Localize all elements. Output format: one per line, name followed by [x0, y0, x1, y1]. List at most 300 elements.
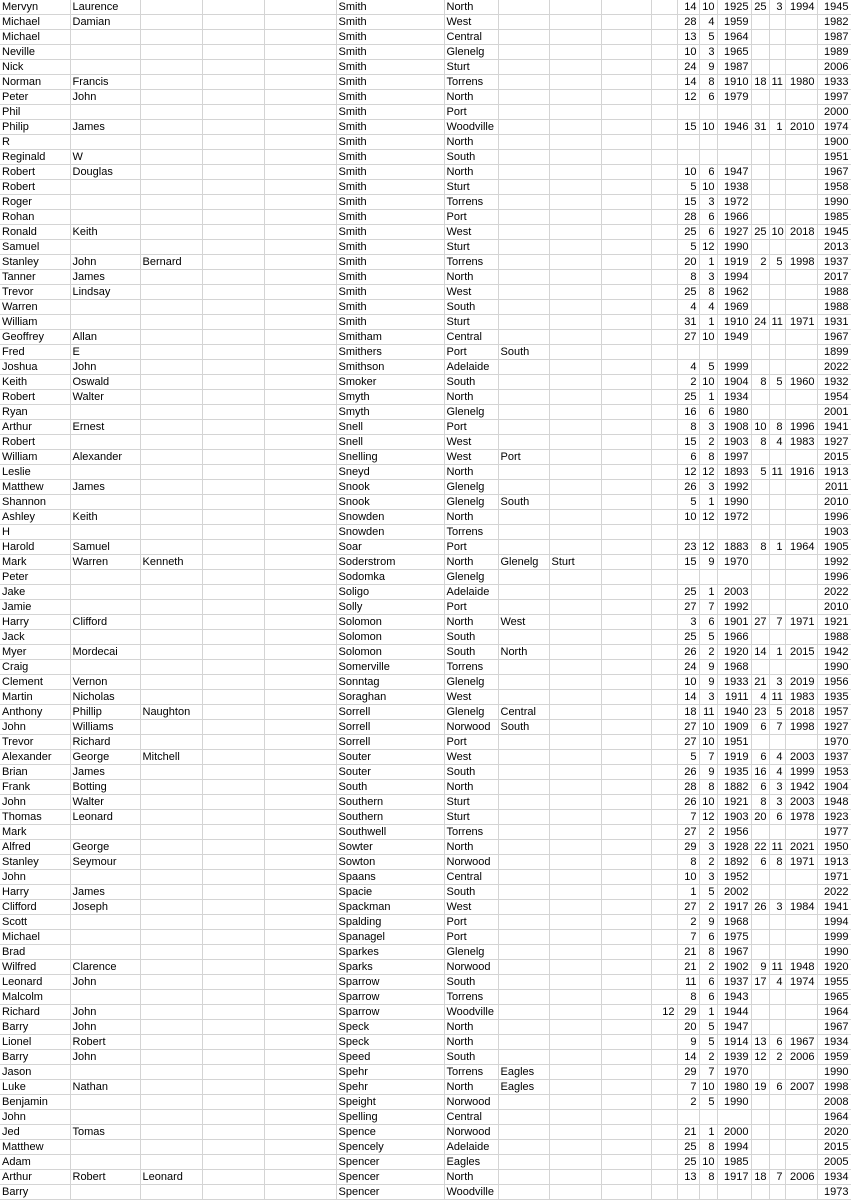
grid-cell[interactable] — [140, 1005, 202, 1020]
grid-cell[interactable] — [785, 15, 817, 30]
grid-cell[interactable]: 1997 — [817, 90, 851, 105]
grid-cell[interactable] — [70, 825, 140, 840]
grid-cell[interactable] — [769, 555, 785, 570]
grid-cell[interactable] — [264, 315, 336, 330]
grid-cell[interactable] — [651, 450, 677, 465]
grid-cell[interactable]: Leonard — [140, 1170, 202, 1185]
grid-cell[interactable] — [264, 1035, 336, 1050]
grid-cell[interactable]: 1 — [769, 645, 785, 660]
grid-cell[interactable] — [751, 210, 769, 225]
grid-cell[interactable] — [769, 1125, 785, 1140]
grid-cell[interactable]: 5 — [699, 885, 717, 900]
grid-cell[interactable]: 11 — [769, 960, 785, 975]
grid-cell[interactable] — [264, 690, 336, 705]
grid-cell[interactable] — [549, 600, 601, 615]
grid-cell[interactable] — [601, 150, 651, 165]
grid-cell[interactable]: 12 — [699, 810, 717, 825]
grid-cell[interactable] — [140, 960, 202, 975]
grid-cell[interactable]: Norwood — [444, 855, 498, 870]
grid-cell[interactable] — [140, 1155, 202, 1170]
grid-cell[interactable]: South — [444, 975, 498, 990]
grid-cell[interactable]: Smith — [336, 300, 444, 315]
grid-cell[interactable]: 19 — [751, 1080, 769, 1095]
grid-cell[interactable] — [651, 900, 677, 915]
grid-cell[interactable] — [264, 1050, 336, 1065]
grid-cell[interactable]: Spence — [336, 1125, 444, 1140]
grid-cell[interactable] — [140, 495, 202, 510]
grid-cell[interactable] — [751, 885, 769, 900]
grid-cell[interactable] — [601, 330, 651, 345]
grid-cell[interactable] — [202, 1125, 264, 1140]
grid-cell[interactable] — [549, 1185, 601, 1200]
grid-cell[interactable] — [651, 585, 677, 600]
grid-cell[interactable] — [751, 390, 769, 405]
grid-cell[interactable]: 1919 — [717, 750, 751, 765]
grid-cell[interactable]: West — [444, 225, 498, 240]
grid-cell[interactable] — [651, 1170, 677, 1185]
grid-cell[interactable] — [751, 360, 769, 375]
grid-cell[interactable]: Port — [444, 420, 498, 435]
grid-cell[interactable] — [601, 675, 651, 690]
grid-cell[interactable]: 1937 — [817, 750, 851, 765]
grid-cell[interactable] — [498, 570, 549, 585]
grid-cell[interactable]: 5 — [677, 750, 699, 765]
grid-cell[interactable]: 1925 — [717, 0, 751, 15]
grid-cell[interactable] — [651, 210, 677, 225]
grid-cell[interactable]: Snowden — [336, 510, 444, 525]
grid-cell[interactable]: 1996 — [785, 420, 817, 435]
grid-cell[interactable] — [601, 750, 651, 765]
grid-cell[interactable] — [264, 615, 336, 630]
grid-cell[interactable] — [549, 720, 601, 735]
grid-cell[interactable]: West — [444, 15, 498, 30]
grid-cell[interactable] — [549, 345, 601, 360]
grid-cell[interactable] — [549, 615, 601, 630]
grid-cell[interactable]: 10 — [699, 0, 717, 15]
grid-cell[interactable]: 27 — [677, 900, 699, 915]
grid-cell[interactable]: 1941 — [817, 900, 851, 915]
grid-cell[interactable] — [70, 210, 140, 225]
grid-cell[interactable] — [264, 975, 336, 990]
grid-cell[interactable] — [677, 1110, 699, 1125]
grid-cell[interactable] — [202, 765, 264, 780]
grid-cell[interactable] — [651, 315, 677, 330]
grid-cell[interactable] — [264, 30, 336, 45]
grid-cell[interactable]: 7 — [699, 1065, 717, 1080]
grid-cell[interactable] — [498, 120, 549, 135]
grid-cell[interactable]: 1967 — [785, 1035, 817, 1050]
grid-cell[interactable]: 14 — [677, 75, 699, 90]
grid-cell[interactable]: Spackman — [336, 900, 444, 915]
grid-cell[interactable] — [498, 480, 549, 495]
grid-cell[interactable] — [549, 90, 601, 105]
grid-cell[interactable]: Roger — [0, 195, 70, 210]
grid-cell[interactable] — [677, 1185, 699, 1200]
grid-cell[interactable]: Ernest — [70, 420, 140, 435]
grid-cell[interactable] — [751, 150, 769, 165]
grid-cell[interactable] — [601, 135, 651, 150]
grid-cell[interactable] — [785, 825, 817, 840]
grid-cell[interactable] — [769, 240, 785, 255]
grid-cell[interactable] — [202, 450, 264, 465]
grid-cell[interactable] — [202, 510, 264, 525]
grid-cell[interactable] — [549, 465, 601, 480]
grid-cell[interactable]: Woodville — [444, 1005, 498, 1020]
grid-cell[interactable] — [264, 345, 336, 360]
grid-cell[interactable]: 1 — [699, 1125, 717, 1140]
grid-cell[interactable] — [264, 240, 336, 255]
grid-cell[interactable] — [651, 435, 677, 450]
grid-cell[interactable]: Eagles — [498, 1080, 549, 1095]
grid-cell[interactable]: Sowton — [336, 855, 444, 870]
grid-cell[interactable]: Torrens — [444, 255, 498, 270]
grid-cell[interactable]: James — [70, 480, 140, 495]
grid-cell[interactable] — [498, 1110, 549, 1125]
grid-cell[interactable] — [601, 345, 651, 360]
grid-cell[interactable]: 10 — [677, 165, 699, 180]
grid-cell[interactable]: 1942 — [785, 780, 817, 795]
grid-cell[interactable] — [785, 150, 817, 165]
grid-cell[interactable] — [264, 885, 336, 900]
grid-cell[interactable] — [785, 90, 817, 105]
grid-cell[interactable]: 9 — [699, 555, 717, 570]
grid-cell[interactable] — [202, 930, 264, 945]
grid-cell[interactable]: Central — [444, 330, 498, 345]
grid-cell[interactable]: 10 — [699, 375, 717, 390]
grid-cell[interactable] — [785, 1065, 817, 1080]
grid-cell[interactable]: 1998 — [817, 1080, 851, 1095]
grid-cell[interactable] — [601, 1005, 651, 1020]
grid-cell[interactable]: 1998 — [785, 255, 817, 270]
grid-cell[interactable]: Robert — [0, 165, 70, 180]
grid-cell[interactable] — [202, 150, 264, 165]
grid-cell[interactable] — [601, 555, 651, 570]
grid-cell[interactable]: 1970 — [817, 735, 851, 750]
grid-cell[interactable]: Fred — [0, 345, 70, 360]
grid-cell[interactable] — [202, 270, 264, 285]
grid-cell[interactable] — [498, 1050, 549, 1065]
grid-cell[interactable]: North — [444, 615, 498, 630]
grid-cell[interactable]: 2022 — [817, 360, 851, 375]
grid-cell[interactable] — [140, 45, 202, 60]
grid-cell[interactable] — [601, 705, 651, 720]
grid-cell[interactable] — [717, 525, 751, 540]
grid-cell[interactable] — [651, 840, 677, 855]
grid-cell[interactable] — [140, 735, 202, 750]
grid-cell[interactable] — [651, 480, 677, 495]
grid-cell[interactable] — [651, 495, 677, 510]
grid-cell[interactable]: 11 — [769, 840, 785, 855]
grid-cell[interactable]: 8 — [699, 945, 717, 960]
grid-cell[interactable] — [202, 600, 264, 615]
grid-cell[interactable] — [264, 465, 336, 480]
grid-cell[interactable]: Sorrell — [336, 735, 444, 750]
grid-cell[interactable]: 1903 — [717, 810, 751, 825]
grid-cell[interactable]: 28 — [677, 210, 699, 225]
grid-cell[interactable]: Leslie — [0, 465, 70, 480]
grid-cell[interactable] — [140, 315, 202, 330]
grid-cell[interactable] — [717, 570, 751, 585]
grid-cell[interactable]: 1909 — [717, 720, 751, 735]
grid-cell[interactable] — [498, 630, 549, 645]
grid-cell[interactable] — [264, 840, 336, 855]
grid-cell[interactable]: Mitchell — [140, 750, 202, 765]
grid-cell[interactable] — [677, 135, 699, 150]
grid-cell[interactable]: 1974 — [785, 975, 817, 990]
grid-cell[interactable] — [264, 900, 336, 915]
grid-cell[interactable]: Joshua — [0, 360, 70, 375]
grid-cell[interactable]: 18 — [751, 1170, 769, 1185]
grid-cell[interactable] — [601, 495, 651, 510]
grid-cell[interactable] — [601, 855, 651, 870]
grid-cell[interactable]: Glenelg — [444, 45, 498, 60]
grid-cell[interactable] — [751, 1155, 769, 1170]
grid-cell[interactable] — [498, 390, 549, 405]
grid-cell[interactable]: 8 — [699, 1170, 717, 1185]
grid-cell[interactable] — [549, 1080, 601, 1095]
grid-cell[interactable] — [651, 345, 677, 360]
grid-cell[interactable] — [264, 585, 336, 600]
grid-cell[interactable] — [202, 555, 264, 570]
grid-cell[interactable] — [651, 885, 677, 900]
grid-cell[interactable] — [264, 750, 336, 765]
grid-cell[interactable] — [264, 945, 336, 960]
grid-cell[interactable] — [769, 570, 785, 585]
grid-cell[interactable]: 1966 — [717, 210, 751, 225]
grid-cell[interactable]: John — [70, 255, 140, 270]
grid-cell[interactable]: 1979 — [717, 90, 751, 105]
grid-cell[interactable] — [549, 405, 601, 420]
grid-cell[interactable] — [549, 45, 601, 60]
grid-cell[interactable] — [70, 525, 140, 540]
grid-cell[interactable] — [549, 645, 601, 660]
grid-cell[interactable]: South — [444, 765, 498, 780]
grid-cell[interactable] — [70, 180, 140, 195]
grid-cell[interactable] — [140, 1035, 202, 1050]
grid-cell[interactable]: Nathan — [70, 1080, 140, 1095]
grid-cell[interactable]: South — [444, 1050, 498, 1065]
grid-cell[interactable]: West — [444, 285, 498, 300]
grid-cell[interactable]: West — [444, 450, 498, 465]
grid-cell[interactable] — [751, 1065, 769, 1080]
grid-cell[interactable]: 1983 — [785, 690, 817, 705]
grid-cell[interactable] — [601, 510, 651, 525]
grid-cell[interactable] — [498, 930, 549, 945]
grid-cell[interactable]: Norman — [0, 75, 70, 90]
grid-cell[interactable] — [202, 825, 264, 840]
grid-cell[interactable]: Solly — [336, 600, 444, 615]
grid-cell[interactable]: 2017 — [817, 270, 851, 285]
grid-cell[interactable] — [651, 225, 677, 240]
grid-cell[interactable] — [601, 840, 651, 855]
grid-cell[interactable] — [601, 645, 651, 660]
grid-cell[interactable] — [264, 285, 336, 300]
grid-cell[interactable] — [651, 660, 677, 675]
grid-cell[interactable]: 3 — [699, 45, 717, 60]
grid-cell[interactable]: Torrens — [444, 195, 498, 210]
grid-cell[interactable] — [769, 990, 785, 1005]
grid-cell[interactable]: Port — [444, 345, 498, 360]
grid-cell[interactable] — [264, 300, 336, 315]
grid-cell[interactable] — [651, 405, 677, 420]
grid-cell[interactable]: Torrens — [444, 825, 498, 840]
grid-cell[interactable] — [498, 300, 549, 315]
grid-cell[interactable]: 29 — [677, 840, 699, 855]
grid-cell[interactable] — [549, 375, 601, 390]
grid-cell[interactable] — [717, 150, 751, 165]
grid-cell[interactable] — [202, 195, 264, 210]
grid-cell[interactable] — [785, 1095, 817, 1110]
grid-cell[interactable]: Tomas — [70, 1125, 140, 1140]
grid-cell[interactable]: Smith — [336, 255, 444, 270]
grid-cell[interactable]: 21 — [677, 1125, 699, 1140]
grid-cell[interactable] — [202, 540, 264, 555]
grid-cell[interactable] — [70, 405, 140, 420]
grid-cell[interactable]: 9 — [677, 1035, 699, 1050]
grid-cell[interactable] — [677, 105, 699, 120]
grid-cell[interactable]: Mark — [0, 555, 70, 570]
grid-cell[interactable] — [651, 1065, 677, 1080]
grid-cell[interactable]: North — [444, 165, 498, 180]
grid-cell[interactable]: 1964 — [785, 540, 817, 555]
grid-cell[interactable] — [549, 1020, 601, 1035]
grid-cell[interactable] — [140, 1080, 202, 1095]
grid-cell[interactable] — [651, 555, 677, 570]
grid-cell[interactable] — [498, 675, 549, 690]
grid-cell[interactable]: Jake — [0, 585, 70, 600]
grid-cell[interactable] — [202, 1050, 264, 1065]
grid-cell[interactable] — [202, 810, 264, 825]
grid-cell[interactable] — [651, 960, 677, 975]
grid-cell[interactable] — [751, 135, 769, 150]
grid-cell[interactable]: John — [70, 90, 140, 105]
grid-cell[interactable]: Speck — [336, 1020, 444, 1035]
grid-cell[interactable] — [140, 465, 202, 480]
grid-cell[interactable] — [751, 1140, 769, 1155]
grid-cell[interactable]: Adam — [0, 1155, 70, 1170]
grid-cell[interactable]: 5 — [677, 495, 699, 510]
grid-cell[interactable] — [601, 810, 651, 825]
grid-cell[interactable] — [498, 990, 549, 1005]
grid-cell[interactable] — [549, 630, 601, 645]
grid-cell[interactable]: 1949 — [717, 330, 751, 345]
grid-cell[interactable] — [785, 180, 817, 195]
grid-cell[interactable] — [202, 405, 264, 420]
grid-cell[interactable] — [769, 480, 785, 495]
grid-cell[interactable] — [769, 525, 785, 540]
grid-cell[interactable] — [785, 210, 817, 225]
grid-cell[interactable] — [140, 780, 202, 795]
grid-cell[interactable] — [549, 1005, 601, 1020]
grid-cell[interactable] — [70, 45, 140, 60]
grid-cell[interactable]: Rohan — [0, 210, 70, 225]
grid-cell[interactable] — [140, 360, 202, 375]
grid-cell[interactable]: 1964 — [817, 1110, 851, 1125]
grid-cell[interactable]: 2000 — [817, 105, 851, 120]
grid-cell[interactable]: 1892 — [717, 855, 751, 870]
grid-cell[interactable]: Glenelg — [444, 945, 498, 960]
grid-cell[interactable]: North — [444, 1035, 498, 1050]
grid-cell[interactable]: 1938 — [717, 180, 751, 195]
grid-cell[interactable]: Soraghan — [336, 690, 444, 705]
grid-cell[interactable] — [769, 1185, 785, 1200]
grid-cell[interactable]: 2 — [699, 645, 717, 660]
grid-cell[interactable] — [549, 750, 601, 765]
grid-cell[interactable] — [498, 765, 549, 780]
grid-cell[interactable]: 1917 — [717, 900, 751, 915]
grid-cell[interactable] — [264, 765, 336, 780]
grid-cell[interactable] — [70, 435, 140, 450]
grid-cell[interactable] — [601, 1170, 651, 1185]
grid-cell[interactable] — [549, 150, 601, 165]
grid-cell[interactable] — [651, 810, 677, 825]
grid-cell[interactable]: Stanley — [0, 855, 70, 870]
grid-cell[interactable]: 1903 — [817, 525, 851, 540]
grid-cell[interactable]: South — [444, 630, 498, 645]
grid-cell[interactable] — [751, 1095, 769, 1110]
grid-cell[interactable]: Harold — [0, 540, 70, 555]
grid-cell[interactable]: 1950 — [817, 840, 851, 855]
grid-cell[interactable] — [769, 1005, 785, 1020]
grid-cell[interactable] — [601, 120, 651, 135]
grid-cell[interactable] — [769, 390, 785, 405]
grid-cell[interactable]: Glenelg — [498, 555, 549, 570]
grid-cell[interactable] — [601, 75, 651, 90]
grid-cell[interactable] — [549, 420, 601, 435]
grid-cell[interactable]: 4 — [677, 360, 699, 375]
grid-cell[interactable]: 2020 — [817, 1125, 851, 1140]
grid-cell[interactable] — [785, 45, 817, 60]
grid-cell[interactable] — [264, 930, 336, 945]
grid-cell[interactable]: 20 — [677, 1020, 699, 1035]
grid-cell[interactable] — [601, 465, 651, 480]
grid-cell[interactable] — [498, 435, 549, 450]
grid-cell[interactable] — [785, 480, 817, 495]
grid-cell[interactable] — [785, 195, 817, 210]
grid-cell[interactable]: 1990 — [717, 240, 751, 255]
grid-cell[interactable] — [498, 105, 549, 120]
grid-cell[interactable] — [699, 105, 717, 120]
grid-cell[interactable] — [601, 450, 651, 465]
grid-cell[interactable] — [498, 210, 549, 225]
grid-cell[interactable] — [601, 975, 651, 990]
grid-cell[interactable]: John — [0, 870, 70, 885]
grid-cell[interactable]: 24 — [677, 60, 699, 75]
grid-cell[interactable] — [140, 870, 202, 885]
grid-cell[interactable]: Sorrell — [336, 705, 444, 720]
grid-cell[interactable] — [264, 1170, 336, 1185]
grid-cell[interactable]: 1935 — [817, 690, 851, 705]
grid-cell[interactable]: Smith — [336, 15, 444, 30]
grid-cell[interactable] — [751, 930, 769, 945]
grid-cell[interactable]: 1999 — [785, 765, 817, 780]
grid-cell[interactable] — [785, 630, 817, 645]
grid-cell[interactable] — [140, 990, 202, 1005]
grid-cell[interactable] — [264, 555, 336, 570]
grid-cell[interactable]: 24 — [751, 315, 769, 330]
grid-cell[interactable] — [785, 1005, 817, 1020]
grid-cell[interactable]: 15 — [677, 555, 699, 570]
grid-cell[interactable]: 11 — [769, 690, 785, 705]
grid-cell[interactable] — [549, 885, 601, 900]
grid-cell[interactable]: 10 — [699, 795, 717, 810]
grid-cell[interactable]: Keith — [0, 375, 70, 390]
grid-cell[interactable] — [140, 510, 202, 525]
grid-cell[interactable] — [601, 90, 651, 105]
grid-cell[interactable]: 4 — [769, 435, 785, 450]
grid-cell[interactable]: 1956 — [717, 825, 751, 840]
grid-cell[interactable]: Michael — [0, 930, 70, 945]
